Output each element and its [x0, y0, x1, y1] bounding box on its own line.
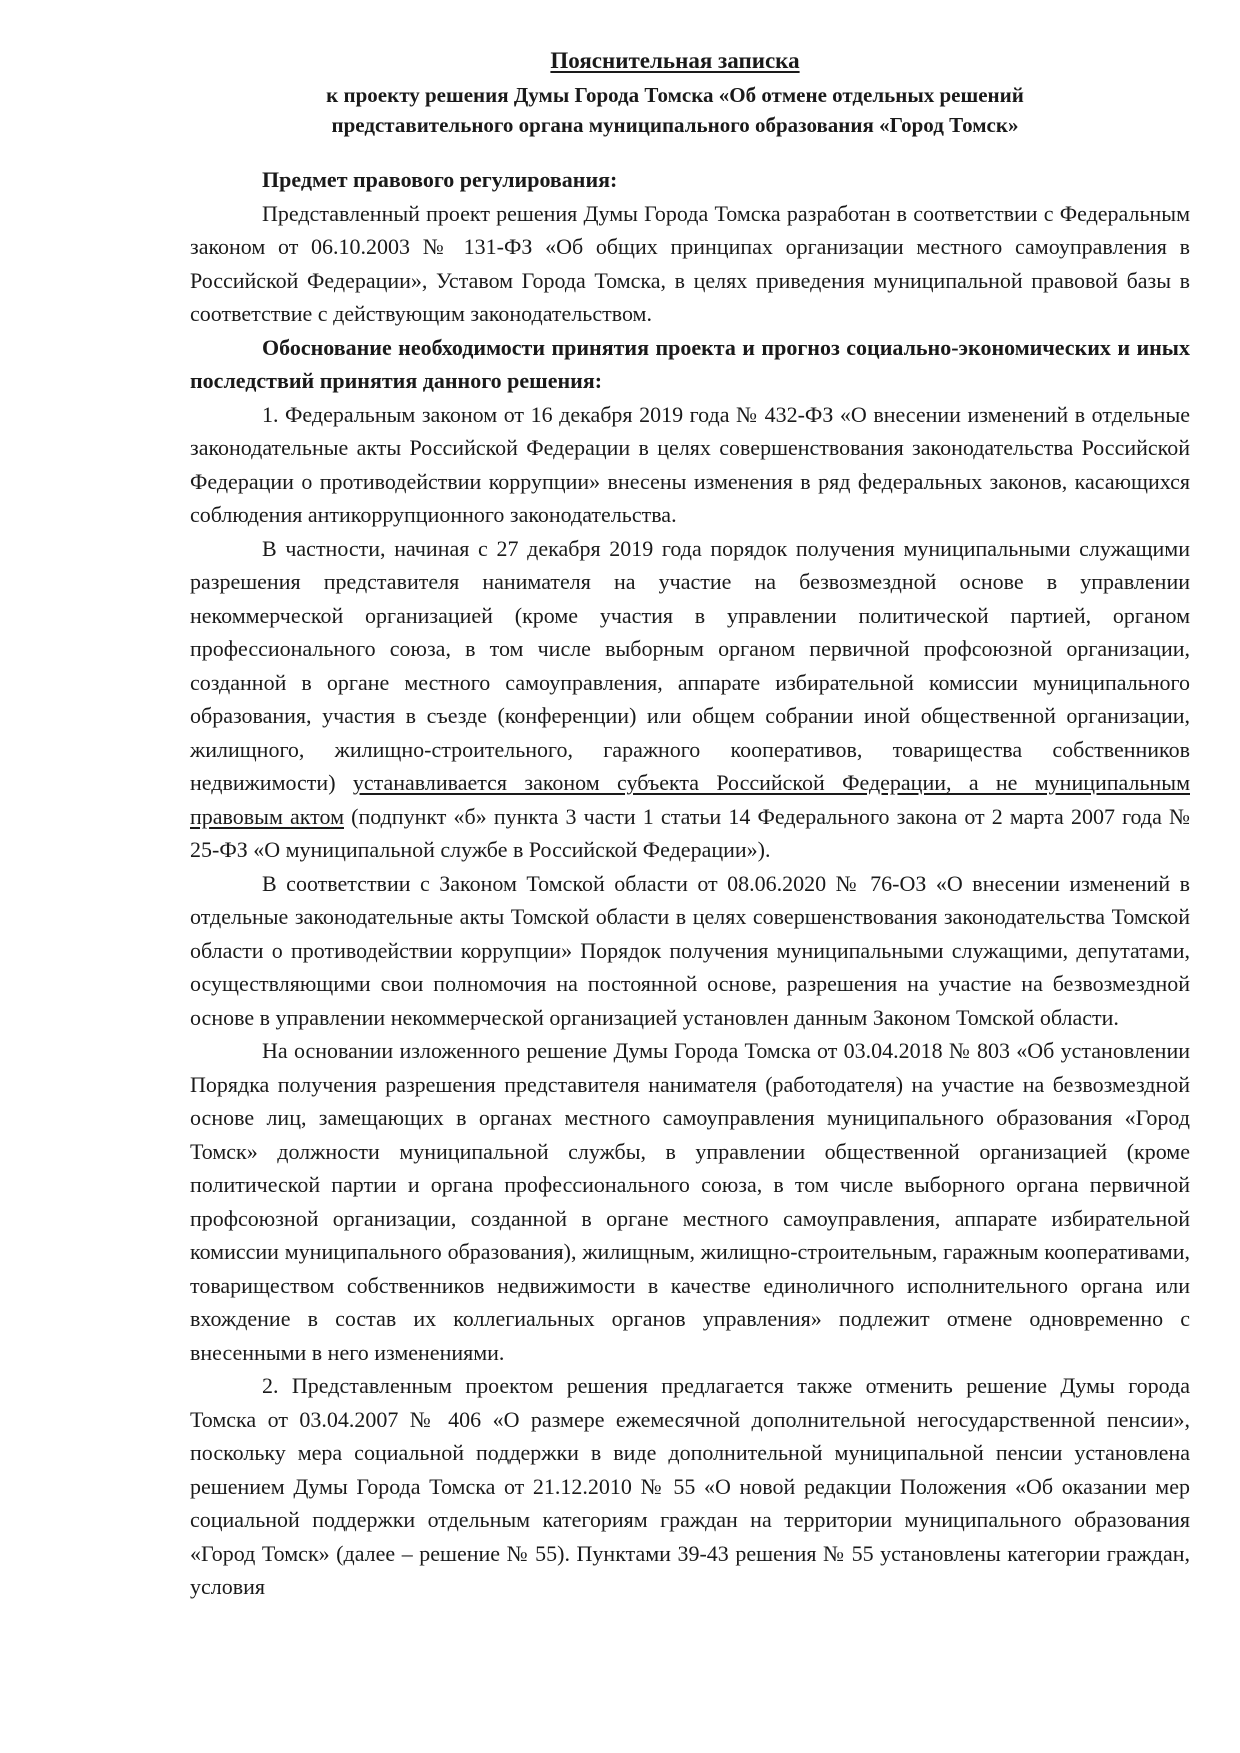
paragraph-subject: Представленный проект решения Думы Города Томска разработан в соответствии с Федеральным законом от 06.10.2003 № 131-ФЗ «Об общих принципах организации местного самоуправления в Российской Федерации», Уставом Города Томска, в целях приведения муниципальной правовой базы в соответствие с действующим законодательством. [190, 200, 1190, 326]
paragraph-3: В соответствии с Законом Томской области от 08.06.2020 № 76-ОЗ «О внесении изменений в отдельные законодательные акты Томской области в целях совершенствования законодательства Томской области о противодействии коррупции» Порядок получения муниципальными служащими, депутатами, осуществляющими свои полномочия на постоянной основе, разрешения на участие на безвозмездной основе в управлении некоммерческой организацией установлен данным Законом Томской области. [190, 870, 1190, 1030]
paragraph-4: На основании изложенного решение Думы Города Томска от 03.04.2018 № 803 «Об установлении Порядка получения разрешения представителя нанимателя (работодателя) на участие на безвозмездной основе лиц, замещающих в органах местного самоуправления муниципального образования «Город Томск» должности муниципальной службы, в управлении общественной организацией (кроме политической партии и органа профессионального союза, в том числе выборного органа первичной профсоюзной организации, созданной в органе местного самоуправления, аппарате избирательной комиссии муниципального образования), жилищным, жилищно-строительным, гаражным кооперативами, товариществом собственников недвижимости в качестве единоличного исполнительного органа или вхождение в состав их коллегиальных органов управления» подлежит отмене одновременно с внесенными в него изменениями. [190, 1038, 1190, 1365]
paragraph-5: 2. Представленным проектом решения предлагается также отменить решение Думы города Томска от 03.04.2007 № 406 «О размере ежемесячной дополнительной негосударственной пенсии», поскольку мера социальной поддержки в виде дополнительной муниципальной пенсии установлена решением Думы Города Томска от 21.12.2010 № 55 «О новой редакции Положения «Об оказании мер социальной поддержки отдельным категориям граждан на территории муниципального образования «Город Томск» (далее – решение № 55). Пунктами 39-43 решения № 55 установлены категории граждан, условия [190, 1373, 1190, 1599]
document-subtitle-line-2: представительного органа муниципального образования «Город Томск» [331, 113, 1019, 137]
document-title: Пояснительная записка [550, 48, 800, 73]
paragraph-2-end: (подпункт «б» пункта 3 части 1 статьи 14 Федерального закона от 2 марта 2007 года № 25-ФЗ «О муниципальной службе в Российской Федерации»). [190, 803, 1191, 862]
document-body [190, 163, 1190, 1604]
section-heading-subject: Предмет правового регулирования: [262, 167, 618, 192]
paragraph-2-underlined: устанавливается законом субъекта Российской Федерации, а не муниципальным правовым актом [190, 770, 1190, 829]
paragraph-2 [190, 532, 1190, 867]
section-heading-justification: Обоснование необходимости принятия проекта и прогноз социально-экономических и иных последствий принятия данного решения: [190, 334, 1190, 393]
paragraph-1: 1. Федеральным законом от 16 декабря 2019 года № 432-ФЗ «О внесении изменений в отдельные законодательные акты Российской Федерации в целях совершенствования законодательства Российской Федерации о противодействии коррупции» внесены изменения в ряд федеральных законов, касающихся соблюдения антикоррупционного законодательства. [190, 401, 1190, 527]
document-subtitle-line-1: к проекту решения Думы Города Томска «Об отмене отдельных решений [326, 83, 1024, 107]
paragraph-2-start: В частности, начиная с 27 декабря 2019 года порядок получения муниципальными служащими разрешения представителя нанимателя на участие на безвозмездной основе в управлении некоммерческой организацией (кроме участия в управлении политической партией, органом профессионального союза, в том числе выборным органом первичной профсоюзной организации, созданной в органе местного самоуправления, аппарате избирательной комиссии муниципального образования, участия в съезде (конференции) или общем собрании иной общественной организации, жилищного, жилищно-строительного, гаражного кооперативов, товарищества собственников недвижимости) [190, 535, 1190, 795]
